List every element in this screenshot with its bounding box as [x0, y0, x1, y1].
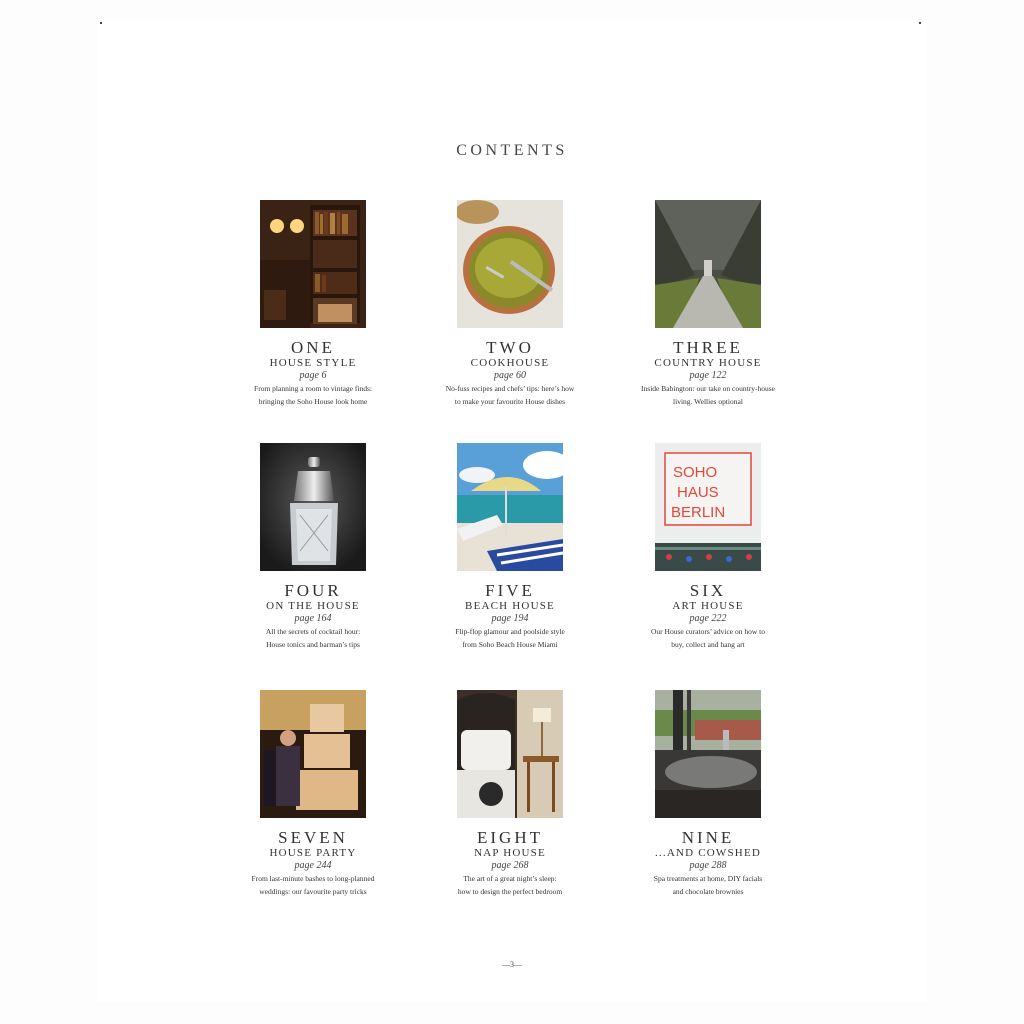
art-sign-line3: BERLIN	[671, 504, 726, 521]
chapter-page: page 122	[689, 370, 727, 381]
chapter-number: TWO	[486, 338, 534, 357]
chapter-number: ONE	[291, 338, 335, 357]
photo-country-path	[655, 200, 761, 328]
chapter-desc-line2: buy, collect and hang art	[671, 640, 745, 649]
chapter-page: page 244	[294, 860, 332, 871]
chapter-number: FIVE	[485, 581, 535, 600]
chapter-desc-line1: From last-minute bashes to long-planned	[251, 874, 375, 883]
chapter-desc-line2: from Soho Beach House Miami	[462, 640, 558, 649]
chapter-desc-line2: weddings: our favourite party tricks	[259, 887, 367, 896]
chapter-desc-line2: bringing the Soho House look home	[258, 397, 368, 406]
chapter-number: FOUR	[284, 581, 342, 600]
chapter-desc-line1: No-fuss recipes and chefs’ tips: here’s how	[445, 384, 575, 393]
chapter-section: ...AND COWSHED	[654, 847, 762, 859]
chapter-three	[608, 200, 808, 408]
chapter-desc-line2: House tonics and barman’s tips	[266, 640, 360, 649]
chapter-section: HOUSE STYLE	[269, 357, 357, 369]
chapter-desc-line1: All the secrets of cocktail hour:	[265, 627, 361, 636]
chapter-section: COUNTRY HOUSE	[654, 357, 762, 369]
chapter-number: SEVEN	[278, 828, 348, 847]
chapter-page: page 288	[689, 860, 727, 871]
chapter-six	[608, 443, 808, 651]
chapter-page: page 194	[491, 613, 529, 624]
chapter-section: ART HOUSE	[672, 600, 744, 612]
chapter-number: EIGHT	[477, 828, 543, 847]
chapter-one	[213, 200, 413, 408]
photo-copper-pan	[457, 200, 563, 328]
crop-mark-right	[919, 22, 921, 24]
art-sign-line1: SOHO	[673, 464, 718, 481]
photo-bedroom	[457, 690, 563, 818]
chapter-page: page 6	[299, 370, 327, 381]
chapter-desc-line1: The art of a great night’s sleep:	[463, 874, 557, 883]
chapter-section: ON THE HOUSE	[266, 600, 360, 612]
chapter-section: BEACH HOUSE	[465, 600, 555, 612]
photo-beach-umbrella	[457, 443, 563, 571]
crop-mark-left	[100, 22, 102, 24]
chapter-number: SIX	[689, 581, 727, 600]
chapter-eight	[410, 690, 610, 898]
chapter-desc-line2: living. Wellies optional	[673, 397, 743, 406]
page-number: —3—	[502, 960, 522, 969]
chapter-desc-line1: Inside Babington: our take on country-house	[641, 384, 775, 393]
chapter-desc-line1: Spa treatments at home, DIY facials	[653, 874, 763, 883]
chapter-number: NINE	[681, 828, 735, 847]
chapter-desc-line2: and chocolate brownies	[672, 887, 744, 896]
art-sign-line2: HAUS	[677, 484, 719, 501]
chapter-section: COOKHOUSE	[470, 357, 550, 369]
chapter-two	[410, 200, 610, 408]
chapter-number: THREE	[673, 338, 743, 357]
chapter-desc-line1: From planning a room to vintage finds:	[254, 384, 372, 393]
chapter-page: page 164	[294, 613, 332, 624]
chapter-five	[410, 443, 610, 651]
photo-party-cake	[260, 690, 366, 818]
photo-spa-bath	[655, 690, 761, 818]
photo-cocktail-shaker	[260, 443, 366, 571]
chapter-section: NAP HOUSE	[474, 847, 546, 859]
chapter-page: page 60	[494, 370, 526, 381]
chapter-desc-line1: Our House curators’ advice on how to	[651, 627, 765, 636]
chapter-desc-line2: how to design the perfect bedroom	[457, 887, 563, 896]
chapter-page: page 222	[689, 613, 727, 624]
chapter-page: page 268	[491, 860, 529, 871]
photo-library-shelves	[260, 200, 366, 328]
chapter-desc-line1: Flip-flop glamour and poolside style	[455, 627, 565, 636]
page-title: CONTENTS	[456, 142, 568, 159]
photo-neon-sign-art	[655, 443, 761, 571]
chapter-desc-line2: to make your favourite House dishes	[454, 397, 566, 406]
chapter-seven	[213, 690, 413, 898]
chapter-four	[213, 443, 413, 651]
chapter-nine	[608, 690, 808, 898]
chapter-section: HOUSE PARTY	[269, 847, 357, 859]
